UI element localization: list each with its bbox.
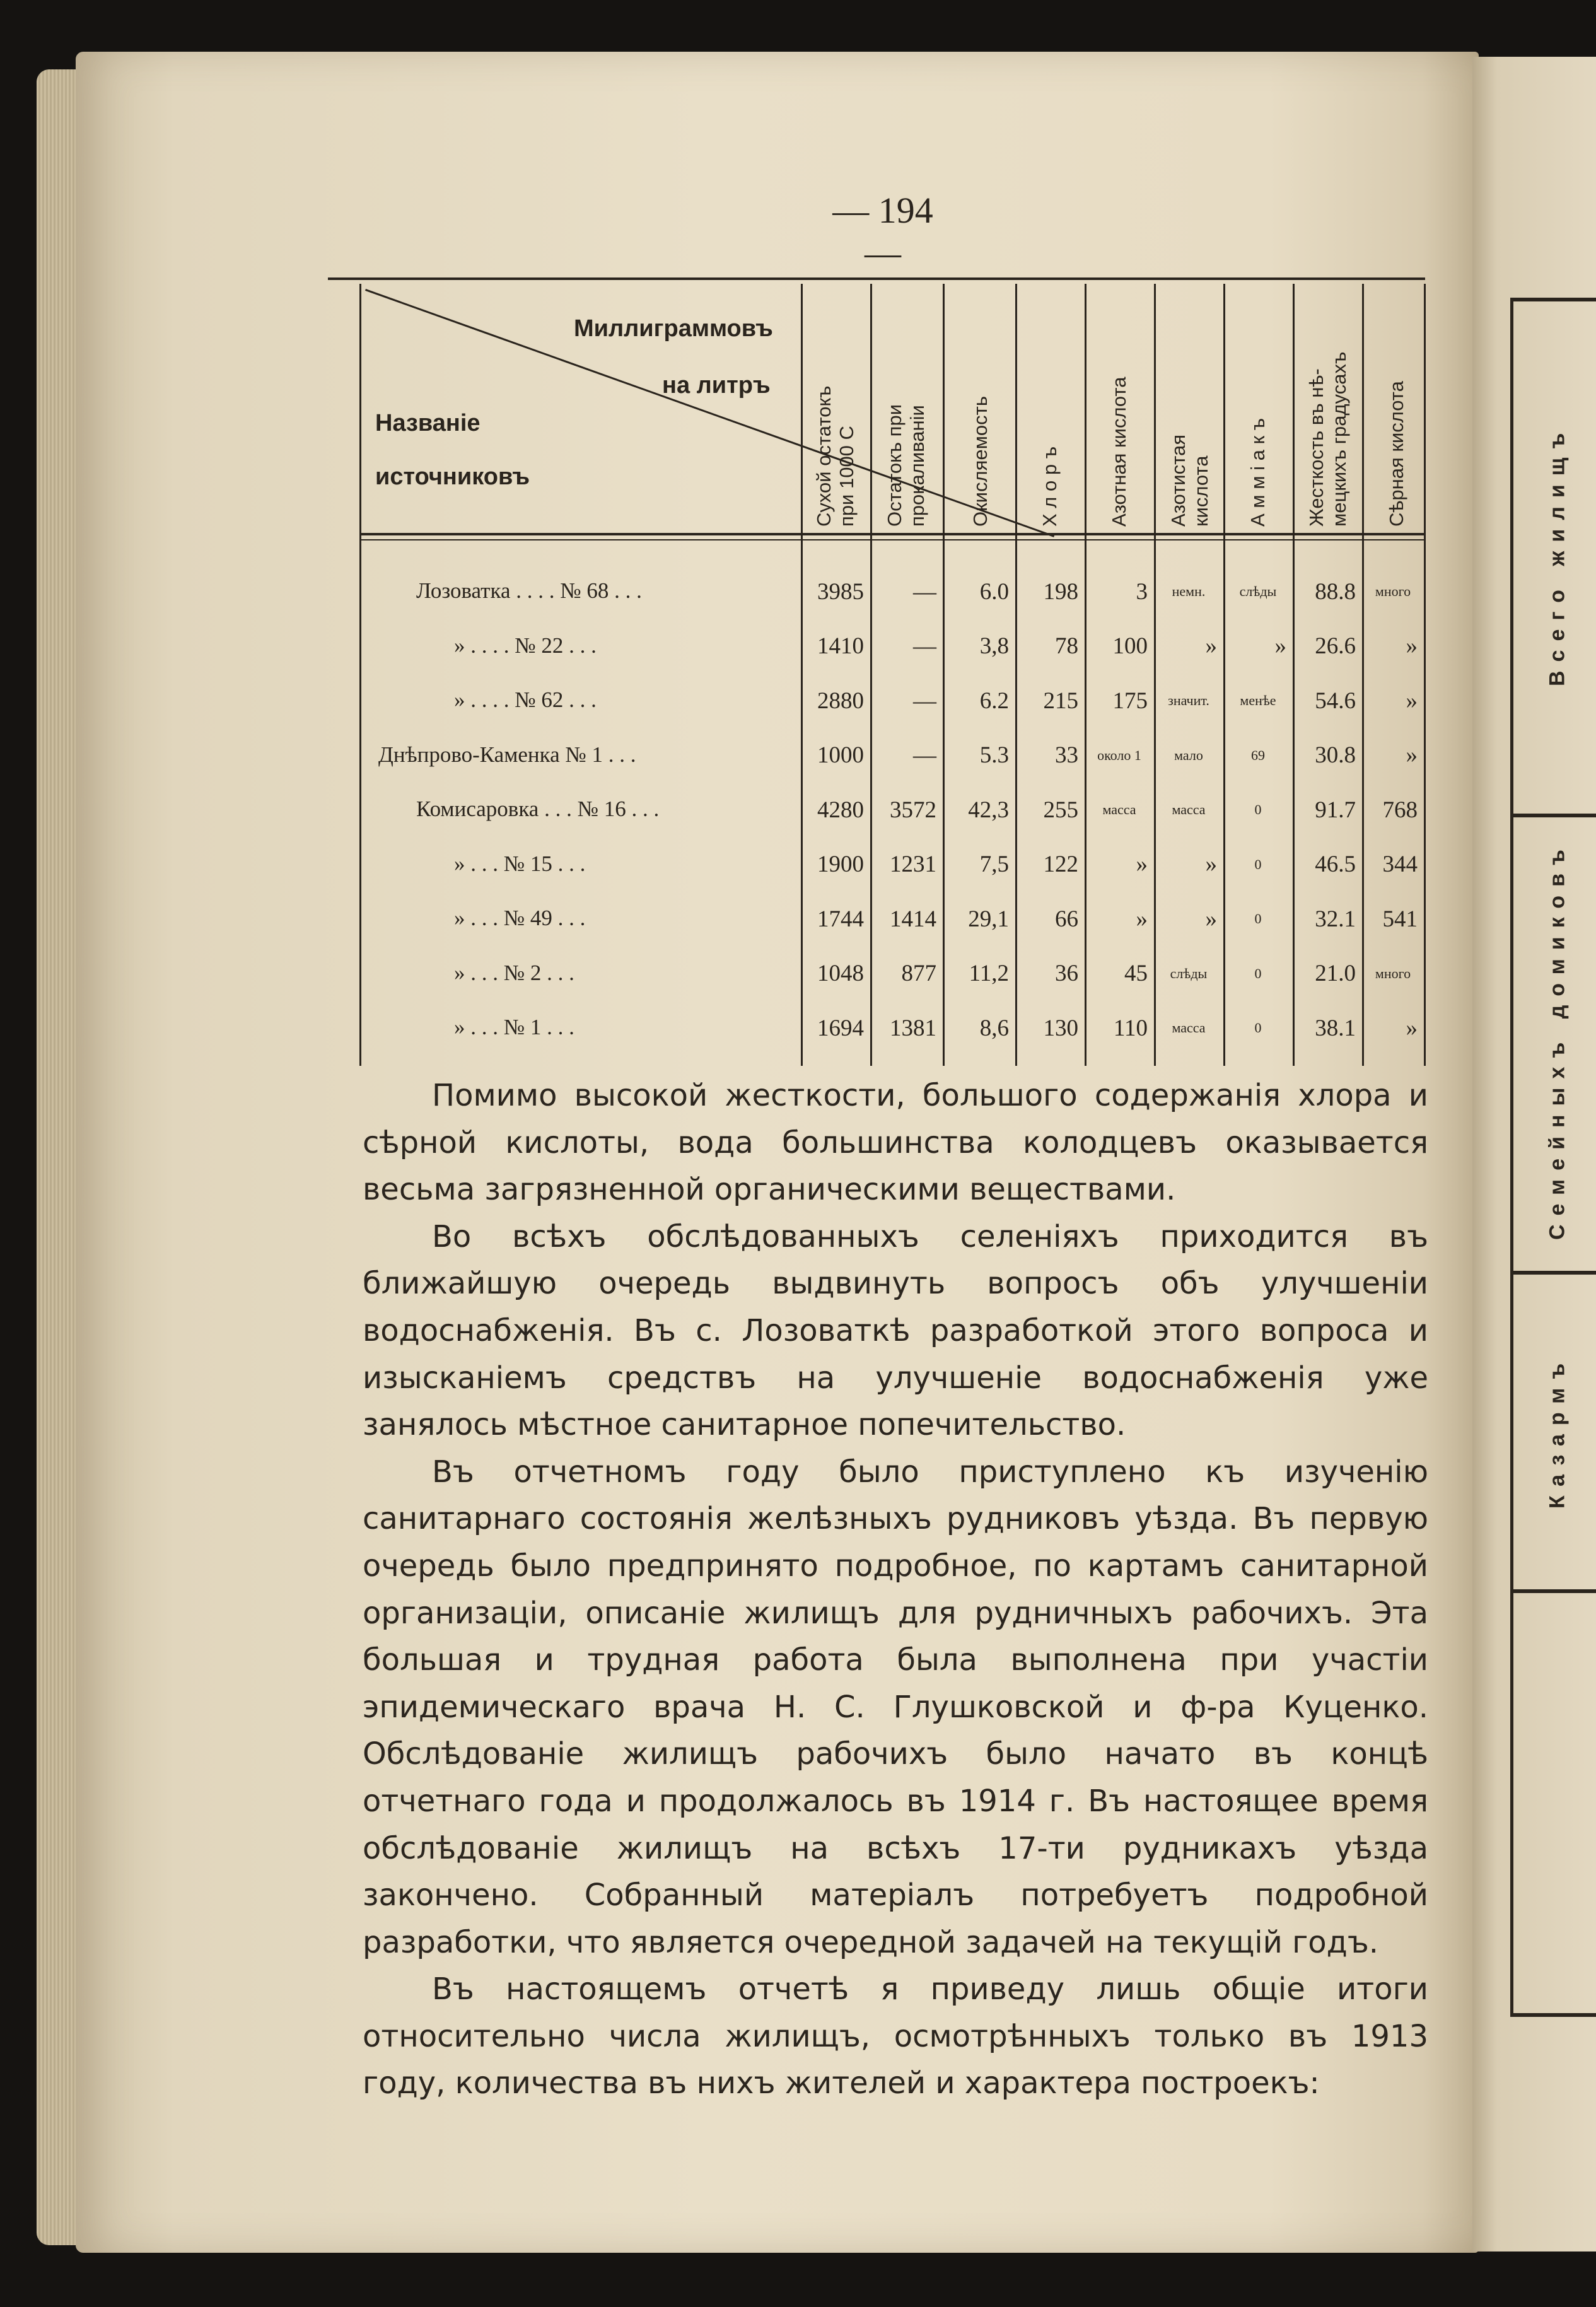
table-cell: » [1406,687,1418,714]
column-header: Остатокъ при прокаливаніи [883,404,928,527]
table-top-rule [328,277,1425,280]
table-cell: » [1205,851,1217,877]
table-cell: 6.0 [979,578,1009,605]
table-cell: 11,2 [969,961,1009,986]
table-cell: » [1406,633,1418,659]
facing-page [1472,57,1596,2252]
paragraph: Помимо высокой жесткости, большого содержанія хлора и сѣрной кислоты, вода большинства колодцевъ оказывается весьма загрязненной органическими веществами. [363,1078,1428,1208]
paragraph: Въ отчетномъ году было приступлено къ изученію санитарнаго состоянія желѣзныхъ рудниковъ уѣзда. Въ первую очередь было предпринято подробное, по картамъ санитарной организаціи, описаніе жилищъ для рудничныхъ рабочихъ. Эта большая и трудная работа была выполнена при участіи эпидемическаго врача Н. С. Глушковской и ф-ра Куценко. Обслѣдованіе жилищъ рабочихъ было начато въ концѣ отчетнаго года и продолжалось въ 1914 г. Въ настоящее время обслѣдованіе жилищъ на всѣхъ 17-ти рудникахъ уѣзда закончено. Собранный матеріалъ потребуетъ подробной разработки, что является очередной задачей на текущій годъ. [363,1454,1428,1960]
table-cell: — [913,633,936,659]
table-cell: » [1205,633,1217,659]
table-cell: 88.8 [1315,578,1356,605]
table-cell: 8,6 [979,1015,1009,1041]
table-cell: 3,8 [979,633,1009,659]
table-cell: много [1375,583,1411,599]
column-header: Окисляемость [969,395,991,527]
table-cell: масса [1172,1020,1206,1036]
column-header: Азотистая кислота [1167,435,1212,527]
table-cell: 110 [1113,1015,1148,1041]
table-cell: 21.0 [1315,961,1356,986]
table-cell: — [913,742,936,768]
table-cell: 38.1 [1315,1015,1356,1041]
table-cell: 1694 [817,1015,864,1041]
table-cell: 45 [1124,961,1148,986]
table-row-name: » . . . № 1 . . . [454,1015,574,1039]
table-cell: 7,5 [979,851,1009,877]
header-source-label: источниковъ [375,464,530,490]
paragraph: Въ настоящемъ отчетѣ я приведу лишь общіе итоги относительно числа жилищъ, осмотрѣнныхъ только въ 1913 году, количества въ нихъ жителей и характера построекъ: [363,1971,1428,2101]
table-cell: 1410 [817,633,864,659]
table-cell: 42,3 [968,797,1009,823]
table-row-name: » . . . . № 62 . . . [454,687,597,712]
header-units: Миллиграммовъ [574,315,773,342]
table-cell: значит. [1168,692,1209,708]
table-row-name: » . . . № 2 . . . [454,960,574,985]
water-analysis-table [328,277,1425,1066]
column-header: А м м і а к ъ [1247,418,1269,527]
table-cell: 768 [1382,797,1418,823]
table-row-name: » . . . № 15 . . . [454,851,586,876]
table-cell: 5.3 [979,742,1009,768]
table-cell: 0 [1254,911,1262,926]
table-cell: 54.6 [1315,687,1356,714]
table-cell: 1414 [890,906,936,932]
column-header: Азотная кислота [1108,377,1130,527]
table-cell: 3572 [890,797,936,823]
column-header: Сухой остатокъ при 1000 С [813,385,858,527]
table-cell: много [1375,965,1411,981]
table-cell: 198 [1043,578,1078,605]
table-cell: 3 [1136,578,1148,605]
table-cell: » [1274,633,1286,659]
table-cell: 2880 [817,687,864,714]
table-cell: 29,1 [968,906,1009,932]
facing-rule [1510,814,1596,817]
facing-label: Всего жилищъ [1545,424,1570,686]
table-header-rule [359,539,1425,540]
table-cell: 69 [1251,747,1265,763]
table-header-rule [359,533,1425,535]
table-cell: 4280 [817,797,864,823]
table-cell: менѣе [1240,692,1276,708]
column-header: Жесткость въ нѣ- мецкихъ градусахъ [1305,351,1350,527]
table-cell: 91.7 [1315,797,1356,823]
table-cell: 46.5 [1315,851,1356,877]
table-cell: 255 [1043,797,1078,823]
paragraph: Во всѣхъ обслѣдованныхъ селеніяхъ приходится въ ближайшую очередь выдвинуть вопросъ объ улучшеніи водоснабженія. Въ с. Лозоваткѣ разработкой этого вопроса и изысканіемъ средствъ на улучшеніе водоснабженія уже занялось мѣстное санитарное попечительство. [363,1218,1428,1443]
table-cell: » [1406,1015,1418,1041]
table-cell: 344 [1382,851,1418,877]
table-cell: 78 [1055,633,1078,659]
table-cell: 6.2 [979,687,1009,714]
table-cell: масса [1172,802,1206,817]
table-cell: 26.6 [1315,633,1356,659]
table-cell: » [1205,906,1217,932]
table-vrule [1424,284,1426,1066]
column-header: Сѣрная кислота [1385,381,1407,527]
table-cell: 1744 [817,906,864,932]
table-cell: 30.8 [1315,742,1356,768]
table-cell: слѣды [1170,965,1208,981]
table-cell: 122 [1043,851,1078,877]
column-header: Х л о р ъ [1039,446,1061,527]
table-row-name: » . . . . № 22 . . . [454,633,597,658]
table-cell: около 1 [1097,747,1141,763]
facing-rule [1510,1271,1596,1275]
table-cell: 0 [1254,1020,1262,1036]
table-row-name: Лозоватка . . . . № 68 . . . [416,578,642,603]
facing-rule [1510,2013,1596,2017]
facing-vrule [1510,298,1513,2013]
table-cell: 0 [1254,802,1262,817]
table-cell: » [1136,851,1148,877]
table-cell: 100 [1112,633,1148,659]
table-cell: 66 [1055,906,1078,932]
facing-label: Семейныхъ домиковъ [1545,841,1570,1241]
table-cell: 1381 [890,1015,936,1041]
body-text [363,1072,1428,2107]
table-cell: 3985 [817,578,864,605]
table-cell: — [913,578,936,605]
table-cell: 215 [1043,687,1078,714]
table-cell: 175 [1112,687,1148,714]
table-cell: 130 [1043,1015,1078,1041]
table-cell: 1231 [890,851,936,877]
table-cell: — [913,687,936,714]
table-cell: мало [1174,747,1203,763]
table-vrule [359,284,361,1066]
table-cell: 33 [1055,742,1078,768]
facing-rule [1510,1589,1596,1593]
table-row-name: » . . . № 49 . . . [454,906,586,930]
table-cell: 36 [1055,961,1078,986]
table-cell: 541 [1382,906,1418,932]
table-cell: 1048 [817,961,864,986]
header-units-sub: на литръ [662,372,771,399]
table-row-name: Днѣпрово-Каменка № 1 . . . [378,742,636,767]
table-cell: 1900 [817,851,864,877]
facing-label: Казармъ [1545,1354,1570,1509]
facing-rule [1510,298,1596,301]
table-cell: » [1406,742,1418,768]
table-cell: 32.1 [1315,906,1356,932]
page-number: — 194 — [832,190,933,273]
table-cell: слѣды [1239,583,1277,599]
table-cell: » [1136,906,1148,932]
table-cell: масса [1102,802,1136,817]
table-cell: 877 [901,961,936,986]
table-cell: 0 [1254,856,1262,872]
table-cell: немн. [1172,583,1206,599]
table-cell: 0 [1254,965,1262,981]
table-row-name: Комисаровка . . . № 16 . . . [416,797,660,821]
header-source-label: Названіе [375,410,481,436]
table-cell: 1000 [817,742,864,768]
